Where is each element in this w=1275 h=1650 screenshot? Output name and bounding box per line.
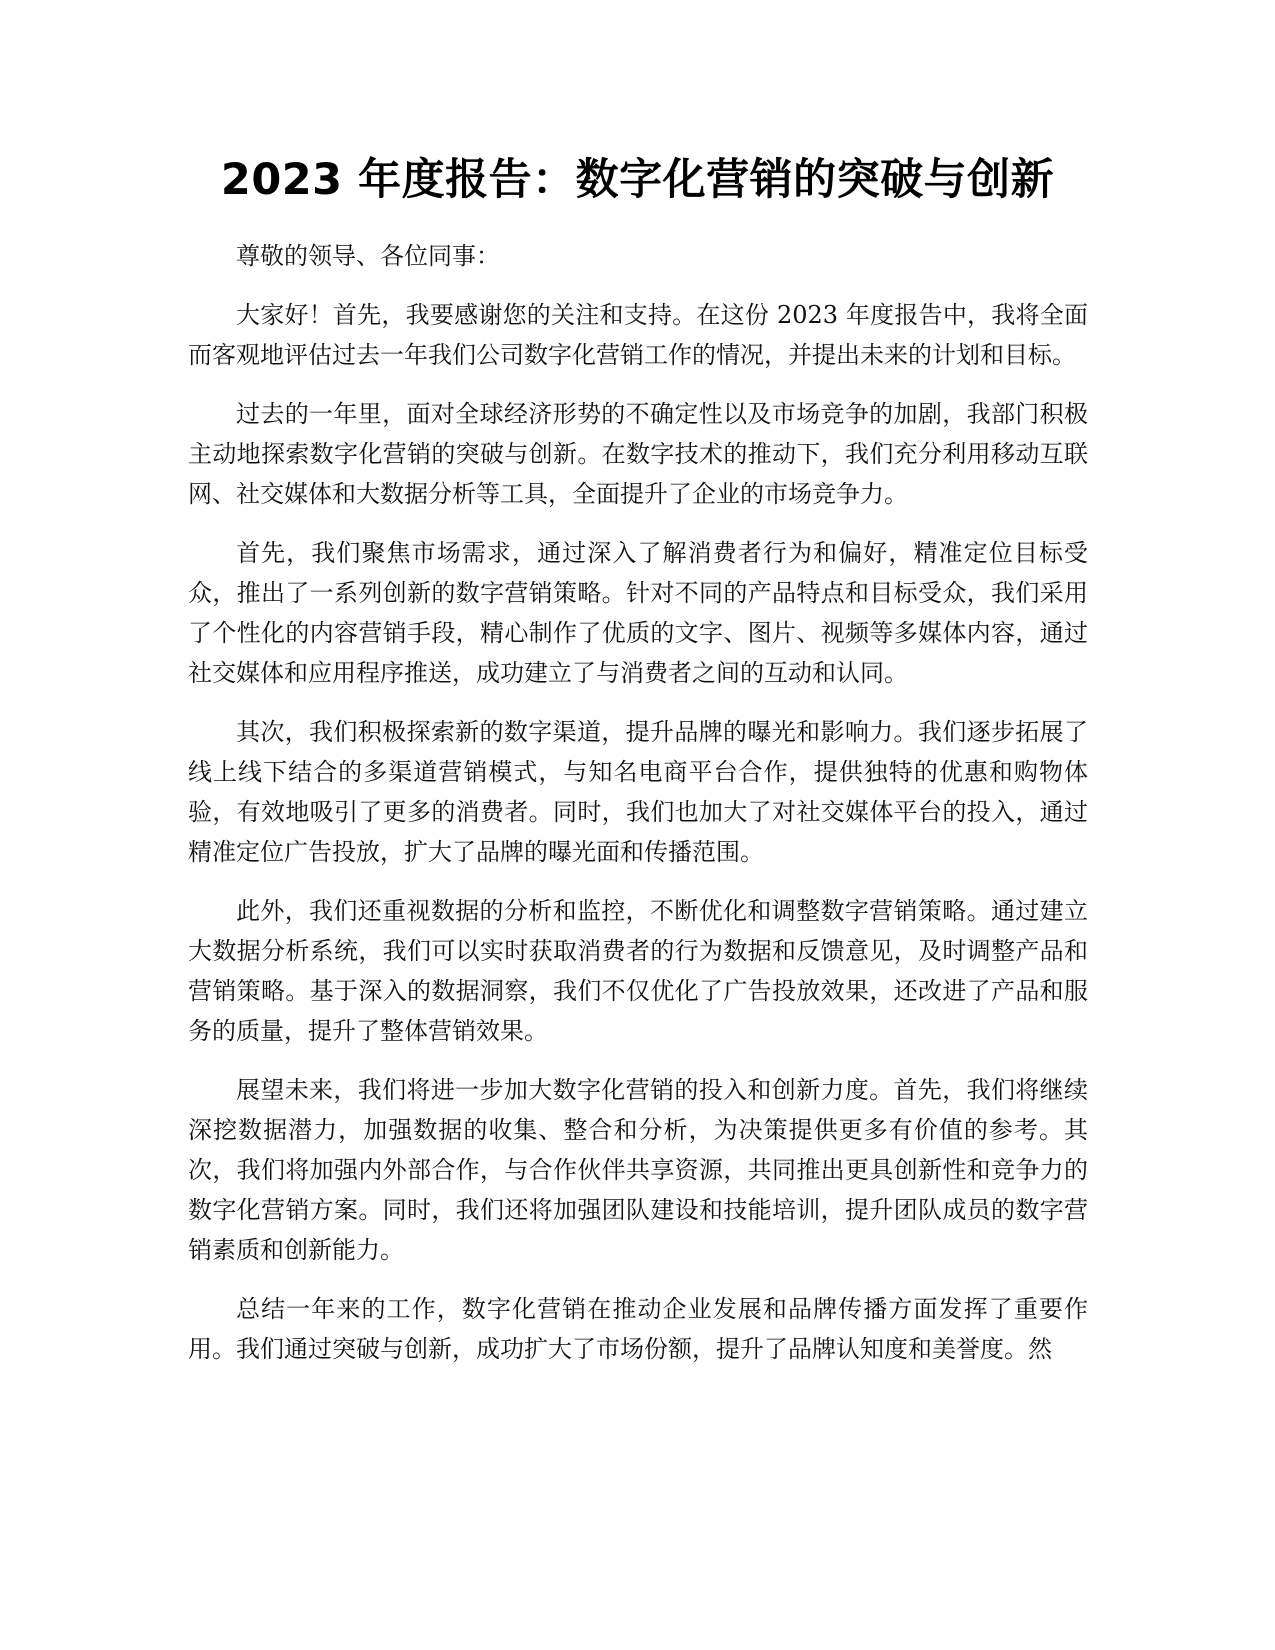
paragraph-data-analysis: 此外，我们还重视数据的分析和监控，不断优化和调整数字营销策略。通过建立大数据分析系统，我们可以实时获取消费者的行为数据和反馈意见，及时调整产品和营销策略。基于深入的数据洞察，我们不仅优化了广告投放效果，还改进了产品和服务的质量，提升了整体营销效果。 [188,897,1088,1045]
paragraph-intro: 大家好！首先，我要感谢您的关注和支持。在这份 2023 年度报告中，我将全面而客观地评估过去一年我们公司数字化营销工作的情况，并提出未来的计划和目标。 [188,301,1088,369]
document-body [188,236,1088,1388]
paragraph-summary: 总结一年来的工作，数字化营销在推动企业发展和品牌传播方面发挥了重要作用。我们通过突破与创新，成功扩大了市场份额，提升了品牌认知度和美誉度。然 [188,1295,1088,1363]
paragraph-digital-channels: 其次，我们积极探索新的数字渠道，提升品牌的曝光和影响力。我们逐步拓展了线上线下结合的多渠道营销模式，与知名电商平台合作，提供独特的优惠和购物体验，有效地吸引了更多的消费者。同时，我们也加大了对社交媒体平台的投入，通过精准定位广告投放，扩大了品牌的曝光面和传播范围。 [188,718,1088,866]
paragraph-past-year: 过去的一年里，面对全球经济形势的不确定性以及市场竞争的加剧，我部门积极主动地探索数字化营销的突破与创新。在数字技术的推动下，我们充分利用移动互联网、社交媒体和大数据分析等工具，全面提升了企业的市场竞争力。 [188,400,1088,508]
paragraph-future-outlook: 展望未来，我们将进一步加大数字化营销的投入和创新力度。首先，我们将继续深挖数据潜力，加强数据的收集、整合和分析，为决策提供更多有价值的参考。其次，我们将加强内外部合作，与合作伙伴共享资源，共同推出更具创新性和竞争力的数字化营销方案。同时，我们还将加强团队建设和技能培训，提升团队成员的数字营销素质和创新能力。 [188,1076,1088,1264]
greeting-paragraph: 尊敬的领导、各位同事： [236,242,500,270]
paragraph-market-focus: 首先，我们聚焦市场需求，通过深入了解消费者行为和偏好，精准定位目标受众，推出了一系列创新的数字营销策略。针对不同的产品特点和目标受众，我们采用了个性化的内容营销手段，精心制作了优质的文字、图片、视频等多媒体内容，通过社交媒体和应用程序推送，成功建立了与消费者之间的互动和认同。 [188,539,1088,687]
page-title: 2023 年度报告：数字化营销的突破与创新 [220,155,1055,205]
